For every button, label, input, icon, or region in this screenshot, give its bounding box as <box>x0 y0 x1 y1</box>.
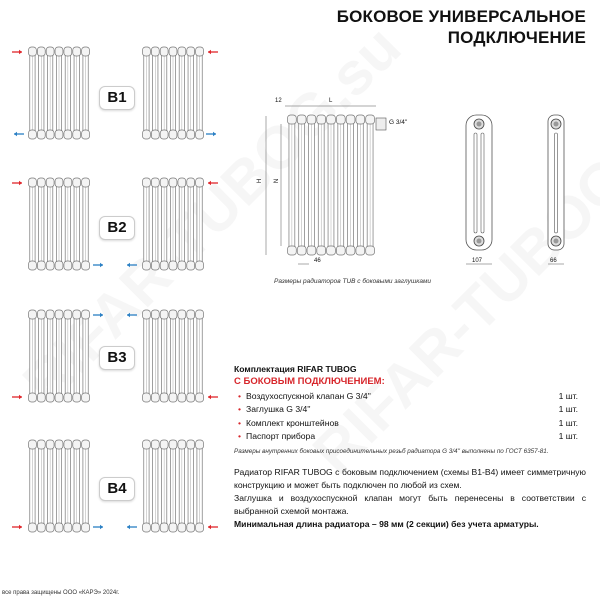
dim-46: 46 <box>314 258 321 264</box>
radiator-header <box>317 246 326 255</box>
radiator-header <box>151 47 159 56</box>
radiator-header <box>169 393 177 402</box>
radiator-header <box>160 130 168 139</box>
flow-arrow-head <box>100 525 103 529</box>
radiator-header <box>327 115 336 124</box>
radiator-header <box>46 310 54 319</box>
radiator-header <box>160 393 168 402</box>
radiator-header <box>187 261 195 270</box>
radiator-header <box>82 523 90 532</box>
radiator-header <box>64 440 72 449</box>
kit-item-name: Воздухоспускной клапан G 3/4'' <box>246 390 371 401</box>
flow-arrow-head <box>127 313 130 317</box>
radiator-header <box>178 310 186 319</box>
radiator-header <box>169 440 177 449</box>
radiator-header <box>151 393 159 402</box>
radiator-header <box>29 523 37 532</box>
radiator-header <box>160 310 168 319</box>
radiator-header <box>169 178 177 187</box>
radiator-header <box>143 47 151 56</box>
radiator-header <box>288 246 297 255</box>
title-line: БОКОВОЕ УНИВЕРСАЛЬНОЕ <box>336 7 586 26</box>
radiator-header <box>160 47 168 56</box>
kit-note: Размеры внутренних боковых присоединительных резьб радиатора G 3/4'' выполнены по ГОСТ 6357-81. <box>234 448 549 456</box>
radiator-header <box>187 523 195 532</box>
radiator-header <box>55 261 63 270</box>
side-view <box>466 115 492 250</box>
scheme-label-b1: B1 <box>99 86 135 110</box>
radiator-header <box>46 523 54 532</box>
flow-arrow-head <box>208 395 211 399</box>
flow-arrow-head <box>208 181 211 185</box>
radiator-header <box>143 393 151 402</box>
radiator-header <box>151 440 159 449</box>
flow-arrow-head <box>127 525 130 529</box>
radiator-header <box>37 47 45 56</box>
radiator-header <box>29 47 37 56</box>
radiator-header <box>55 130 63 139</box>
radiator-header <box>55 393 63 402</box>
kit-item-qty: 1 шт. <box>558 404 578 415</box>
radiator-header <box>196 130 204 139</box>
radiator-header <box>29 310 37 319</box>
radiator-header <box>196 523 204 532</box>
radiator-header <box>37 261 45 270</box>
flow-arrow-head <box>213 132 216 136</box>
radiator-header <box>196 178 204 187</box>
radiator-header <box>178 47 186 56</box>
radiator-header <box>143 523 151 532</box>
kit-item-name: Комплект кронштейнов <box>246 417 339 428</box>
radiator-header <box>82 440 90 449</box>
kit-item-qty: 1 шт. <box>558 431 578 442</box>
radiator-header <box>37 310 45 319</box>
radiator-header <box>196 393 204 402</box>
radiator-header <box>64 130 72 139</box>
kit-heading: Комплектация RIFAR TUBOG <box>234 364 357 374</box>
kit-item-name: Паспорт прибора <box>246 431 316 442</box>
radiator-header <box>29 393 37 402</box>
radiator-header <box>64 178 72 187</box>
radiator-header <box>73 178 81 187</box>
radiator-header <box>37 130 45 139</box>
drawing-caption: Размеры радиаторов TUB с боковыми заглушками <box>274 278 432 285</box>
flow-arrow-head <box>127 263 130 267</box>
radiator-header <box>46 440 54 449</box>
radiator-header <box>143 440 151 449</box>
description-paragraph: Минимальная длина радиатора – 98 мм (2 секции) без учета арматуры. <box>234 519 539 529</box>
radiator-header <box>160 440 168 449</box>
flow-arrow-head <box>208 525 211 529</box>
valve <box>376 118 386 130</box>
scheme-label-b2: B2 <box>99 216 135 240</box>
radiator-header <box>82 178 90 187</box>
radiator-header <box>169 261 177 270</box>
radiator-header <box>55 440 63 449</box>
radiator-header <box>82 130 90 139</box>
kit-item: • Паспорт прибора 1 шт. <box>238 431 578 442</box>
radiator-header <box>46 261 54 270</box>
radiator-header <box>29 440 37 449</box>
radiator-header <box>356 246 365 255</box>
dim-12: 12 <box>275 98 282 104</box>
page-title <box>337 6 586 48</box>
scheme-label-b3: B3 <box>99 346 135 370</box>
radiator-header <box>37 523 45 532</box>
flow-arrow-head <box>19 50 22 54</box>
radiator-header <box>64 261 72 270</box>
radiator-header <box>82 393 90 402</box>
radiator-header <box>73 310 81 319</box>
dim-H: H <box>257 178 264 184</box>
radiator-header <box>73 261 81 270</box>
side-view-slot <box>474 133 477 233</box>
radiator-header <box>82 47 90 56</box>
radiator-header <box>29 130 37 139</box>
radiator-header <box>151 130 159 139</box>
radiator-header <box>46 178 54 187</box>
radiator-header <box>297 115 306 124</box>
radiator-header <box>143 178 151 187</box>
radiator-header <box>160 261 168 270</box>
radiator-header <box>82 310 90 319</box>
thread-label: G 3/4'' <box>389 119 408 126</box>
radiator-header <box>73 47 81 56</box>
radiator-header <box>356 115 365 124</box>
radiator-header <box>73 130 81 139</box>
radiator-header <box>196 310 204 319</box>
radiator-header <box>55 523 63 532</box>
radiator-header <box>366 246 375 255</box>
radiator-header <box>288 115 297 124</box>
scheme-label-b4: B4 <box>99 477 135 501</box>
radiator-header <box>346 115 355 124</box>
flow-arrow-head <box>208 50 211 54</box>
radiator-header <box>196 47 204 56</box>
radiator-header <box>160 178 168 187</box>
dim-66: 66 <box>550 258 557 264</box>
radiator-header <box>178 178 186 187</box>
radiator-header <box>178 130 186 139</box>
radiator-header <box>143 310 151 319</box>
radiator-header <box>336 115 345 124</box>
radiator-header <box>55 310 63 319</box>
radiator-header <box>187 130 195 139</box>
flow-arrow-head <box>100 263 103 267</box>
kit-item: • Комплект кронштейнов 1 шт. <box>238 417 578 428</box>
dim-L: L <box>329 98 333 104</box>
flow-arrow-head <box>100 313 103 317</box>
radiator-header <box>73 393 81 402</box>
radiator-header <box>169 523 177 532</box>
radiator-header <box>55 178 63 187</box>
radiator-header <box>64 523 72 532</box>
radiator-header <box>196 440 204 449</box>
dim-107: 107 <box>472 258 483 264</box>
flow-arrow-head <box>19 525 22 529</box>
radiator-header <box>143 261 151 270</box>
side-view-slot <box>481 133 484 233</box>
radiator-header <box>178 523 186 532</box>
radiator-header <box>307 115 316 124</box>
kit-section <box>234 364 586 455</box>
radiator-header <box>37 393 45 402</box>
radiator-header <box>187 47 195 56</box>
kit-subheading: С БОКОВЫМ ПОДКЛЮЧЕНИЕМ: <box>234 376 385 387</box>
radiator-header <box>73 523 81 532</box>
radiator-header <box>169 130 177 139</box>
radiator-header <box>169 310 177 319</box>
description-paragraph: Заглушка и воздухоспускной клапан могут быть перенесены в соответствии с выбранной схемой монтажа. <box>234 493 586 516</box>
radiator-header <box>178 393 186 402</box>
radiator-header <box>29 178 37 187</box>
radiator-header <box>151 261 159 270</box>
flow-arrow-head <box>19 181 22 185</box>
dim-N: N <box>274 178 281 184</box>
radiator-header <box>29 261 37 270</box>
side-view-nipple <box>477 239 482 244</box>
side-view-slot <box>555 133 558 233</box>
side-view-nipple <box>477 122 482 127</box>
radiator-header <box>169 47 177 56</box>
radiator-header <box>178 261 186 270</box>
radiator-header <box>55 47 63 56</box>
radiator-header <box>196 261 204 270</box>
title-line: ПОДКЛЮЧЕНИЕ <box>447 28 586 47</box>
radiator-header <box>82 261 90 270</box>
radiator-header <box>37 440 45 449</box>
radiator-header <box>346 246 355 255</box>
radiator-header <box>160 523 168 532</box>
radiator-header <box>64 47 72 56</box>
radiator-header <box>327 246 336 255</box>
copyright: все права защищены ООО «КАРЭ» 2024г. <box>2 590 120 596</box>
radiator-header <box>187 178 195 187</box>
flow-arrow-head <box>14 132 17 136</box>
radiator-header <box>187 440 195 449</box>
flow-arrow-head <box>19 395 22 399</box>
kit-item-qty: 1 шт. <box>558 417 578 428</box>
description-paragraph: Радиатор RIFAR TUBOG с боковым подключением (схемы В1-В4) имеет симметричную конструкцию и может быть подключен по любой из схем. <box>234 467 586 490</box>
kit-item-qty: 1 шт. <box>558 390 578 401</box>
radiator-header <box>151 310 159 319</box>
radiator-header <box>187 393 195 402</box>
kit-item: • Заглушка G 3/4'' 1 шт. <box>238 404 578 415</box>
side-view-nipple <box>554 239 559 244</box>
radiator-header <box>37 178 45 187</box>
radiator-header <box>46 130 54 139</box>
kit-item: • Воздухоспускной клапан G 3/4'' 1 шт. <box>238 390 578 401</box>
radiator-header <box>187 310 195 319</box>
radiator-header <box>366 115 375 124</box>
radiator-header <box>151 178 159 187</box>
radiator-header <box>143 130 151 139</box>
kit-item-name: Заглушка G 3/4'' <box>246 404 311 415</box>
side-view-nipple <box>554 122 559 127</box>
radiator-header <box>297 246 306 255</box>
radiator-header <box>46 47 54 56</box>
radiator-header <box>64 393 72 402</box>
radiator-header <box>317 115 326 124</box>
radiator-header <box>73 440 81 449</box>
radiator-header <box>46 393 54 402</box>
description <box>234 466 586 531</box>
radiator-header <box>336 246 345 255</box>
radiator-header <box>307 246 316 255</box>
radiator-header <box>64 310 72 319</box>
radiator-header <box>151 523 159 532</box>
radiator-header <box>178 440 186 449</box>
